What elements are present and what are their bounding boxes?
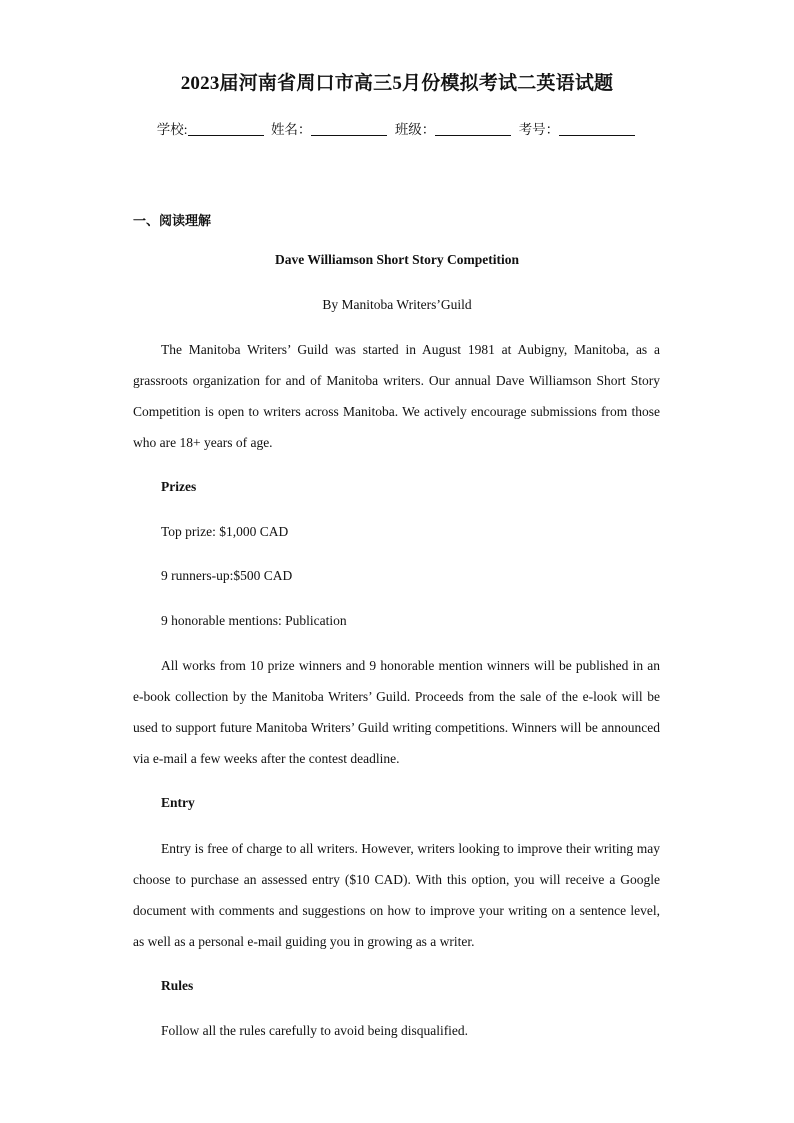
exam-title: 2023届河南省周口市高三5月份模拟考试二英语试题 (180, 73, 614, 94)
name-label: 姓名： (270, 122, 312, 137)
student-info-line (0, 118, 794, 138)
name-field (271, 118, 390, 138)
entry-paragraph: Entry is free of charge to all writers. However, writers looking to improve their writing may choose to purchase an assessed entry ($10 CAD). With this option, you will receive a Google document with comments and suggestions on how to improve your writing on a sentence level, as well as a personal e-mail guiding you in growing as a writer. (133, 841, 660, 949)
article-title: Dave Williamson Short Story Competition (274, 252, 519, 267)
prize-item-runners-up: 9 runners-up:$500 CAD (161, 568, 293, 583)
prizes-heading: Prizes (161, 479, 197, 494)
exam-number-field (519, 118, 638, 138)
article-byline: By Manitoba Writers’Guild (322, 297, 472, 312)
class-label: 班级： (394, 122, 436, 137)
class-field (395, 118, 514, 138)
entry-heading: Entry (161, 795, 195, 810)
section-heading: 一、阅读理解 (133, 213, 212, 228)
prize-item-top: Top prize: $1,000 CAD (161, 524, 289, 539)
exam-number-label: 考号： (518, 122, 560, 137)
school-field (157, 118, 266, 138)
school-label: 学校: (156, 122, 188, 137)
prizes-paragraph: All works from 10 prize winners and 9 honorable mention winners will be published in an e-book collection by the Manitoba Writers’ Guild. Proceeds from the sale of the e-look will be used to support future Manitoba Writers’ Guild writing competitions. Winners will be announced via e-mail a few weeks after the contest deadline. (133, 658, 660, 766)
name-blank[interactable] (311, 121, 387, 136)
school-blank[interactable] (188, 121, 264, 136)
class-blank[interactable] (435, 121, 511, 136)
rules-first-line: Follow all the rules carefully to avoid being disqualified. (161, 1023, 469, 1038)
rules-heading: Rules (161, 978, 194, 993)
prize-item-honorable: 9 honorable mentions: Publication (161, 613, 347, 628)
exam-number-blank[interactable] (559, 121, 635, 136)
intro-paragraph: The Manitoba Writers’ Guild was started in August 1981 at Aubigny, Manitoba, as a grassroots organization for and of Manitoba writers. Our annual Dave Williamson Short Story Competition is open to writers across Manitoba. We actively encourage submissions from those who are 18+ years of age. (133, 342, 660, 450)
